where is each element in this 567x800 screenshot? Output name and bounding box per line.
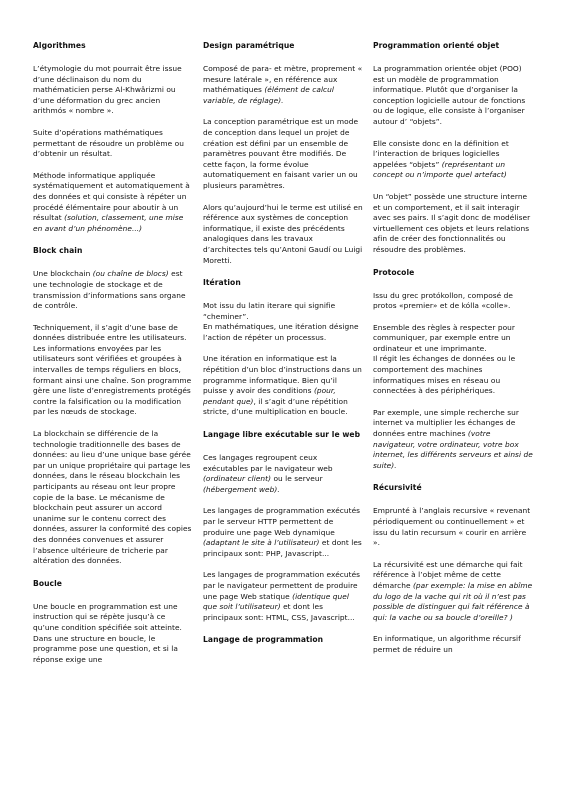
section-title: Design paramétrique — [203, 41, 295, 50]
paragraph — [373, 323, 533, 397]
section-langage-de-programmation — [203, 634, 363, 645]
text-run: La récursivité est une démarche qui fait référence à l’objet même de cette démarche — [373, 559, 523, 590]
column-2 — [203, 40, 363, 658]
text-run: Une itération en informatique est la répétition d’un bloc d’instructions dans un programme informatique. Bien qu’il puisse y avoir des conditions — [203, 354, 362, 396]
italic-text-run: (solution, classement, une mise en avant d’un phénomène...) — [33, 213, 184, 233]
section-title: Langage libre exécutable sur le web — [203, 430, 361, 440]
text-run: et dont les principaux sont: PHP, Javascript... — [203, 538, 362, 558]
text-run: est une technologie de stockage et de transmission d’informations sans organe de contrôle. — [33, 269, 186, 311]
text-run: et dont les principaux sont: HTML, CSS, Javascript... — [203, 602, 355, 622]
text-run: Suite d’opérations mathématiques permettant de résoudre un problème ou d’obtenir un résultat. — [33, 127, 184, 159]
paragraph — [203, 354, 363, 418]
section-programmation-oriente-objet — [373, 40, 533, 256]
italic-text-run: (votre navigateur, votre ordinateur, votre box internet, les différents serveurs et ainsi de suite). — [373, 429, 533, 470]
section-algorithmes — [33, 40, 193, 234]
paragraph — [373, 291, 533, 312]
section-langage-libre-executable-sur-le-web — [203, 429, 363, 623]
italic-text-run: (pour, pendant que) — [203, 386, 336, 406]
italic-text-run: (par exemple: la mise en abîme du logo de la vache qui rit où il n’est pas possible de distinguer qui fait référence à qui: la vache ou sa boucle d’oreille? ) — [373, 580, 533, 622]
text-run: Par exemple, une simple recherche sur internet va multiplier les échanges de données entre machines — [373, 407, 520, 439]
section-block-chain — [33, 245, 193, 566]
section-title: Block chain — [33, 246, 83, 256]
column-3 — [373, 40, 533, 667]
text-run: Une blockchain — [33, 269, 93, 279]
text-run: Ces langages regroupent ceux exécutables par le navigateur web — [203, 453, 333, 473]
italic-text-run: (ordinateur client) — [203, 474, 272, 484]
text-run: ou le serveur — [271, 474, 323, 484]
paragraph — [373, 139, 533, 181]
section-title: Programmation orienté objet — [373, 41, 500, 50]
section-title: Itération — [203, 278, 241, 288]
text-run: Alors qu’aujourd’hui le terme est utilisé en référence aux systèmes de conception informatique, il existe des précédents analogiques dans les travaux d’architectes tels qu’Antoni Gaudí ou Luigi Moretti. — [203, 202, 363, 265]
paragraph — [373, 64, 533, 128]
section-protocole — [373, 267, 533, 472]
text-run: Elle consiste donc en la définition et l’interaction de briques logicielles appelées “objets” — [373, 138, 509, 169]
paragraph — [33, 429, 193, 567]
text-run: L’étymologie du mot pourrait être issue d’une déclinaison du nom du mathématicien perse Al-Khwârizmi ou d’une déformation du grec ancien arithmós « nombre ». — [33, 64, 182, 116]
text-run: Emprunté à l’anglais recursive « revenant périodiquement ou continuellement » et issu du latin recursum « courir en arrière ». — [373, 506, 531, 548]
paragraph — [203, 506, 363, 559]
paragraph — [373, 192, 533, 256]
text-run: Un “objet” possède une structure interne et un comportement, et il sait interagir avec ses pairs. Il s’agit donc de modéliser virtuellement ces objets et leurs relations afin de créer des fonctionnalités ou résoudre des problèmes. — [373, 191, 531, 254]
paragraph — [33, 602, 193, 666]
italic-text-run: (adaptant le site à l’utilisateur) — [203, 538, 320, 548]
text-run: La blockchain se différencie de la technologie traditionnelle des bases de données: au lieu d’une unique base gérée par un unique propriétaire qui partage les données, dans le réseau blockchain les participants au réseau ont leur propre copie de la base. Le mécanisme de blockchain peut assurer un accord unanime sur le contenu correct des données, assurer la conformité des copies des données convenues et assurer l’absence ultérieure de tricherie par altération des données. — [33, 429, 192, 566]
paragraph — [33, 269, 193, 311]
paragraph — [203, 301, 363, 343]
text-run: La programmation orientée objet (POO) est un modèle de programmation informatique. Plutôt que d’organiser la conception logicielle autour de fonctions ou de logique, elle consiste à l’organiser autour d’ “objets”. — [373, 64, 526, 126]
text-run: Les langages de programmation exécutés par le serveur HTTP permettent de produire une page Web dynamique — [203, 506, 361, 537]
text-run: Méthode informatique appliquée systématiquement et automatiquement à des données et qui consiste à répéter un procédé élémentaire pour aboutir à un résultat — [33, 170, 190, 223]
text-run: En informatique, un algorithme récursif permet de réduire un — [373, 634, 521, 654]
paragraph — [33, 171, 193, 235]
paragraph — [373, 408, 533, 472]
paragraph — [203, 117, 363, 191]
text-run: La conception paramétrique est un mode de conception dans lequel un projet de création est défini par un ensemble de paramètres pouvant être modifiés. De cette façon, la forme évolue automatiquement en faisant varier un ou plusieurs paramètres. — [203, 117, 359, 190]
section-title: Récursivité — [373, 483, 422, 493]
paragraph — [33, 128, 193, 160]
italic-text-run: (représentant un concept ou n’importe quel artefact) — [373, 159, 507, 180]
column-1 — [33, 40, 193, 676]
section-recursivite — [373, 482, 533, 655]
text-run: Une boucle en programmation est une instruction qui se répète jusqu’à ce qu’une condition spécifiée soit atteinte. Dans une structure en boucle, le programme pose une question, et si la réponse exige une — [33, 601, 182, 664]
paragraph — [33, 64, 193, 117]
paragraph — [373, 560, 533, 624]
text-run: Les langages de programmation exécutés par le navigateur permettent de produire une page Web statique — [203, 570, 361, 601]
paragraph — [203, 64, 363, 106]
text-run: Ensemble des règles à respecter pour communiquer, par exemple entre un ordinateur et une imprimante. Il régit les échanges de données ou le comportement des machines informatiques mises en réseau ou connectées à des périphériques. — [373, 322, 516, 396]
italic-text-run: (hébergement web). — [203, 484, 280, 494]
text-run: Mot issu du latin iterare qui signifie “cheminer”. En mathématiques, une itération désigne l’action de répéter un processus. — [203, 301, 359, 342]
italic-text-run: (élément de calcul variable, de réglage). — [203, 85, 335, 105]
section-title: Langage de programmation — [203, 635, 324, 645]
italic-text-run: (ou chaîne de blocs) — [92, 269, 169, 279]
section-title: Algorithmes — [33, 41, 86, 50]
paragraph — [203, 203, 363, 267]
paragraph — [373, 634, 533, 655]
paragraph — [33, 323, 193, 418]
paragraph — [203, 453, 363, 495]
section-boucle — [33, 578, 193, 666]
text-run: Composé de para- et mètre, proprement « mesure latérale », en référence aux mathématiques — [203, 64, 363, 95]
paragraph — [203, 570, 363, 623]
paragraph — [373, 506, 533, 548]
italic-text-run: (identique quel que soit l’utilisateur) — [203, 591, 349, 612]
text-run: Issu du grec protókollon, composé de protos «premier» et de kólla «colle». — [373, 290, 514, 311]
section-iteration — [203, 277, 363, 418]
section-design-parametrique — [203, 40, 363, 266]
text-run: Techniquement, il s’agit d’une base de données distribuée entre les utilisateurs. Les informations envoyées par les utilisateurs sont vérifiées et groupées à intervalles de temps réguliers en blocs, formant ainsi une chaîne. Son programme gère une liste d’enregistrements protégés contre la falsification ou la modification par les nœuds de stockage. — [33, 322, 192, 417]
section-title: Boucle — [33, 578, 62, 588]
section-title: Protocole — [373, 267, 415, 277]
text-run: , il s’agit d’une répétition stricte, d’une multiplication en boucle. — [203, 396, 348, 417]
